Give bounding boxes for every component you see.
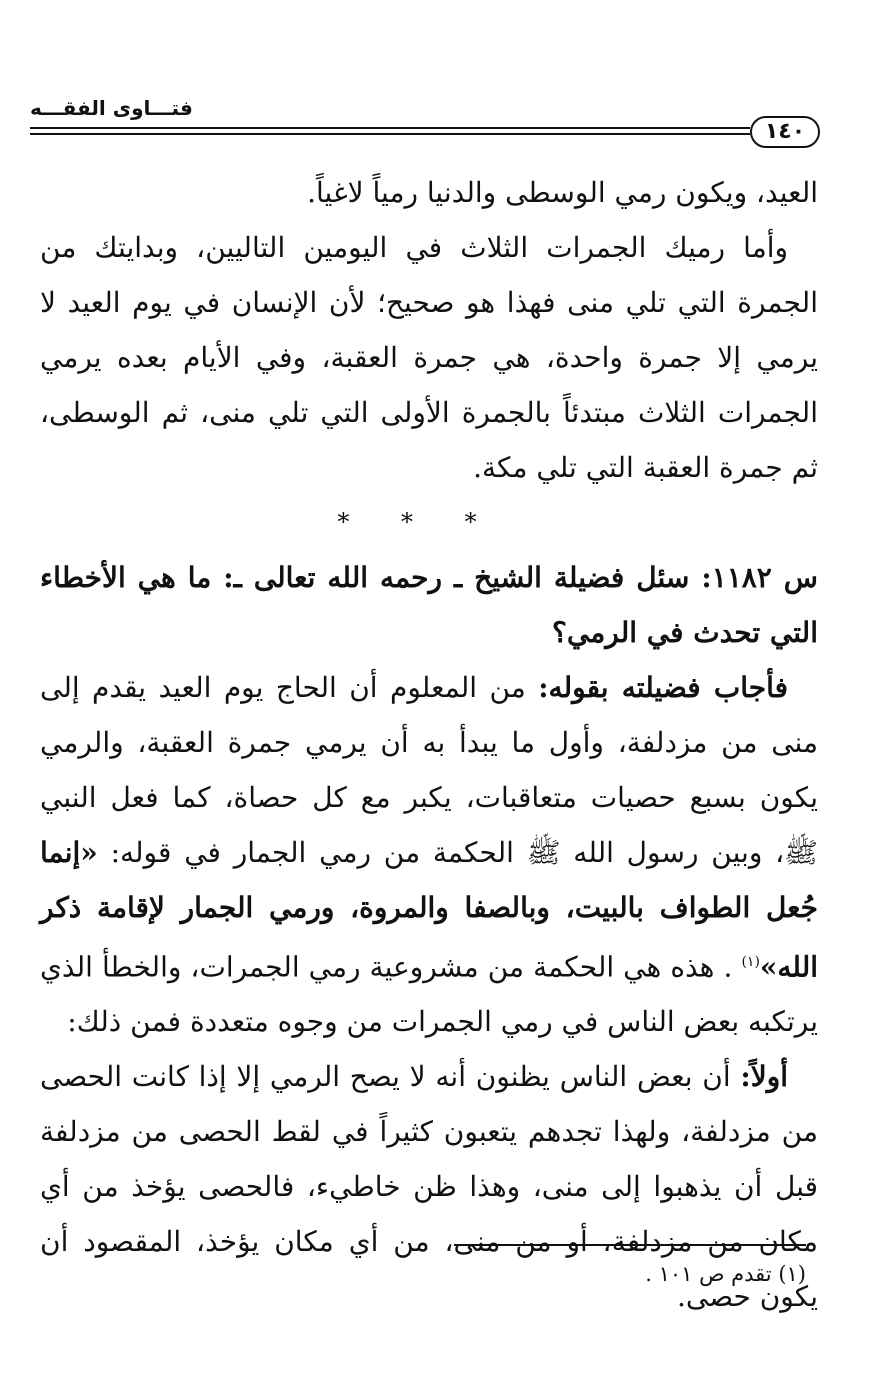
hadith-quote: «إنما جُعل الطواف بالبيت، وبالصفا والمروة، ورمي الجمار لإقامة ذكر الله»: [40, 836, 818, 984]
header-rule-bottom: [30, 133, 750, 135]
footnote: (١) تقدم ص ١٠١ .: [645, 1262, 806, 1286]
paragraph-continuation: العيد، ويكون رمي الوسطى والدنيا رمياً لاغياً.: [307, 176, 818, 209]
answer-text: من المعلوم أن الحاج يوم العيد يقدم إلى منى من مزدلفة، وأول ما يبدأ به أن يرمي جمرة العقبة، والرمي يكون بسبع حصيات متعاقبات، يكبر مع كل حصاة، كما فعل النبي ﷺ، وبين رسول الله ﷺ الحكمة من رمي الجمار في قوله:: [40, 671, 818, 869]
page-number: ١٤٠: [750, 116, 820, 148]
header-rule-top: [30, 127, 750, 129]
first-point-lead: أولاً:: [740, 1060, 788, 1094]
footnote-marker: (١): [741, 954, 760, 970]
first-point-text: أن بعض الناس يظنون أنه لا يصح الرمي إلا إذا كانت الحصى من مزدلفة، ولهذا تجدهم يتعبون كثيراً في لقط الحصى من مزدلفة قبل أن يذهبوا إلى منى، وهذا ظن خاطيء، فالحصى يؤخذ من أي مكان من مزدلفة، أو من منى، من أي مكان يؤخذ، المقصود أن يكون حصى.: [40, 1060, 818, 1314]
section-separator: * * *: [337, 508, 499, 536]
footnote-rule: [454, 1244, 806, 1246]
question-heading: س ١١٨٢: سئل فضيلة الشيخ ـ رحمه الله تعالى ـ: ما هي الأخطاء التي تحدث في الرمي؟: [40, 561, 818, 649]
answer-lead: فأجاب فضيلته بقوله:: [538, 671, 788, 704]
answer-text-continued: . هذه هي الحكمة من مشروعية رمي الجمرات، والخطأ الذي يرتكبه بعض الناس في رمي الجمرات من وجوه متعددة فمن ذلك:: [40, 950, 818, 1039]
answer-paragraph: [40, 660, 818, 1049]
paragraph-jamarat: وأما رميك الجمرات الثلاث في اليومين التاليين، وبدايتك من الجمرة التي تلي منى فهذا هو صحيح؛ لأن الإنسان في يوم العيد لا يرمي إلا جمرة واحدة، هي جمرة العقبة، وفي الأيام بعده يرمي الجمرات الثلاث مبتدئاً بالجمرة الأولى التي تلي منى، ثم الوسطى، ثم جمرة العقبة التي تلي مكة.: [40, 231, 818, 484]
body-text: [40, 165, 818, 1324]
running-title: فتـــاوى الفقـــه: [30, 96, 193, 120]
